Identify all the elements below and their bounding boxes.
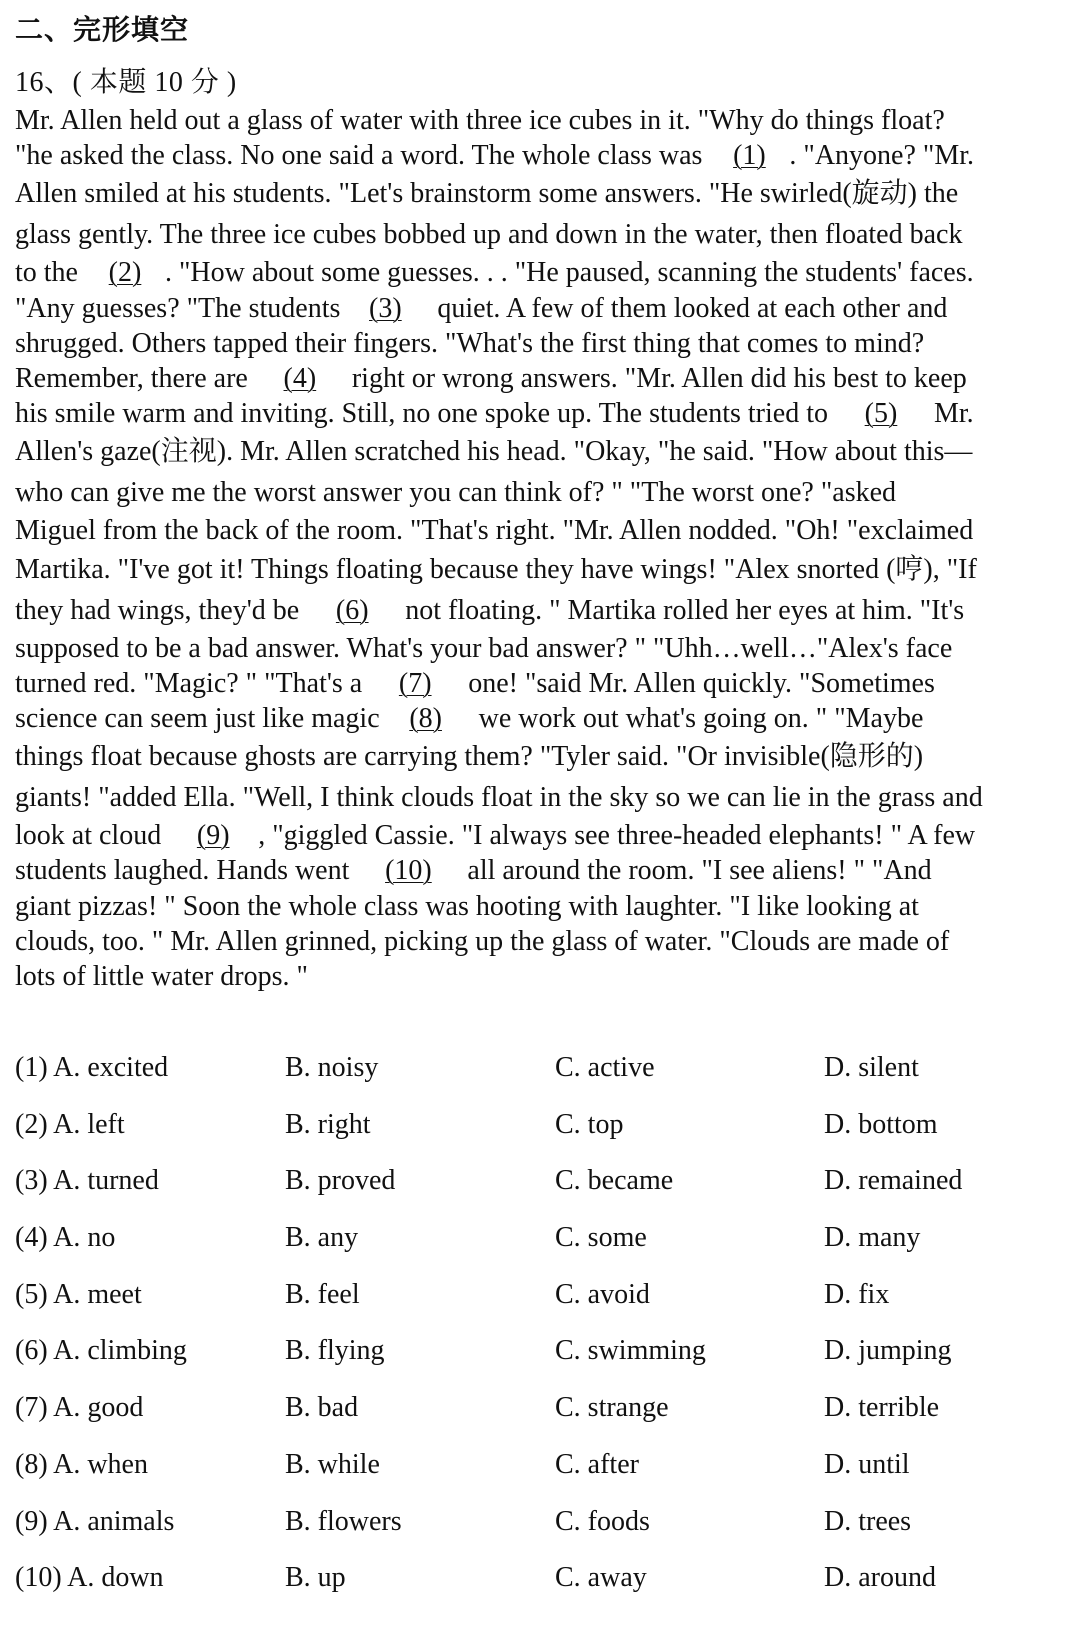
option-c[interactable]: C. strange [555,1392,669,1424]
section-title: 二、完形填空 [15,13,190,46]
option-row [15,1392,1070,1449]
option-c[interactable]: C. swimming [555,1335,706,1367]
blank-1: (1) [733,140,766,172]
question-number: 16、( 本题 10 分 ) [15,67,237,98]
passage-line: students laughed. Hands went (10) all around the room. "I see aliens! " "And [15,853,1073,888]
option-a[interactable]: (8) A. when [15,1448,148,1480]
option-a[interactable]: (9) A. animals [15,1505,175,1537]
passage-line: supposed to be a bad answer. What's your bad answer? " "Uhh…well…"Alex's face [15,632,953,664]
passage-line: Mr. Allen held out a glass of water with three ice cubes in it. "Why do things float? [15,105,945,136]
passage-line: lots of little water drops. " [15,961,308,993]
option-c[interactable]: C. after [555,1448,639,1480]
option-a[interactable]: (1) A. excited [15,1052,169,1083]
option-d[interactable]: D. jumping [824,1335,952,1367]
passage-line: Martika. "I've got it! Things floating because they have wings! "Alex snorted (哼), "If [15,553,977,585]
blank-10: (10) [385,855,432,887]
option-row [15,1335,1070,1392]
passage-line: clouds, too. " Mr. Allen grinned, picking up the glass of water. "Clouds are made of [15,925,950,957]
passage-line: they had wings, they'd be (6) not floating. " Martika rolled her eyes at him. "It's [15,590,1073,631]
blank-8: (8) [409,703,442,735]
option-a[interactable]: (10) A. down [15,1562,164,1594]
passage-line: Allen smiled at his students. "Let's brainstorm some answers. "He swirled(旋动) the [15,178,959,210]
blank-7: (7) [398,667,432,699]
passage-line: his smile warm and inviting. Still, no one spoke up. The students tried to (5) Mr. [15,396,1073,431]
option-c[interactable]: C. foods [555,1505,650,1537]
option-b[interactable]: B. bad [285,1392,359,1424]
passage-line: who can give me the worst answer you can think of? " "The worst one? "asked [15,477,897,509]
passage-line: look at cloud (9) , "giggled Cassie. "I always see three-headed elephants! " A few [15,818,1073,853]
passage-line: "he asked the class. No one said a word. The whole class was (1) . "Anyone? "Mr. [15,138,1073,173]
option-b[interactable]: B. up [285,1562,346,1594]
option-b[interactable]: B. while [285,1448,380,1480]
option-row [15,1449,1070,1506]
option-d[interactable]: D. trees [824,1505,912,1537]
option-c[interactable]: C. away [555,1562,647,1594]
passage-line: giant pizzas! " Soon the whole class was hooting with laughter. "I like looking at [15,890,919,922]
passage-line: shrugged. Others tapped their fingers. "What's the first thing that comes to mind? [15,327,925,359]
option-row [15,1506,1070,1563]
passage-line: giants! "added Ella. "Well, I think clouds float in the sky so we can lie in the grass and [15,782,983,814]
option-c[interactable]: C. top [555,1108,624,1140]
option-d[interactable]: D. until [824,1448,910,1480]
option-row [15,1562,1070,1619]
option-d[interactable]: D. around [824,1562,936,1594]
option-a[interactable]: (3) A. turned [15,1165,159,1197]
option-row [15,1279,1070,1336]
option-row [15,1109,1070,1166]
option-d[interactable]: D. remained [824,1165,963,1197]
option-b[interactable]: B. flowers [285,1505,402,1537]
passage-line: things float because ghosts are carrying them? "Tyler said. "Or invisible(隐形的) [15,741,924,773]
blank-4: (4) [283,363,317,395]
option-a[interactable]: (5) A. meet [15,1278,142,1310]
blank-2: (2) [108,257,142,289]
passage-line: to the (2) . "How about some guesses. . . "He paused, scanning the students' faces. [15,255,1073,290]
option-row [15,1165,1070,1222]
option-b[interactable]: B. right [285,1108,371,1140]
passage-line: Remember, there are (4) right or wrong answers. "Mr. Allen did his best to keep [15,361,1073,396]
passage-line: Miguel from the back of the room. "That's right. "Mr. Allen nodded. "Oh! "exclaimed [15,515,974,547]
passage-line: glass gently. The three ice cubes bobbed up and down in the water, then floated back [15,219,963,251]
option-d[interactable]: D. terrible [824,1392,940,1424]
option-c[interactable]: C. avoid [555,1278,650,1310]
passage-line: Allen's gaze(注视). Mr. Allen scratched his head. "Okay, "he said. "How about this— [15,436,973,468]
option-b[interactable]: B. feel [285,1278,360,1310]
cloze-passage [15,103,1073,994]
option-d[interactable]: D. many [824,1222,921,1254]
option-b[interactable]: B. noisy [285,1052,379,1083]
option-c[interactable]: C. some [555,1222,647,1254]
option-d[interactable]: D. fix [824,1278,890,1310]
option-a[interactable]: (2) A. left [15,1108,125,1140]
blank-3: (3) [369,292,402,324]
option-a[interactable]: (6) A. climbing [15,1335,187,1367]
blank-5: (5) [864,398,898,430]
option-c[interactable]: C. active [555,1052,655,1083]
option-b[interactable]: B. proved [285,1165,396,1197]
blank-9: (9) [196,820,230,852]
answer-options [15,1052,1070,1619]
option-b[interactable]: B. any [285,1222,359,1254]
option-c[interactable]: C. became [555,1165,674,1197]
option-d[interactable]: D. silent [824,1052,919,1083]
option-a[interactable]: (7) A. good [15,1392,144,1424]
blank-6: (6) [335,594,369,626]
option-a[interactable]: (4) A. no [15,1222,116,1254]
passage-line: science can seem just like magic (8) we work out what's going on. " "Maybe [15,701,1073,736]
option-row [15,1052,1070,1109]
passage-line: turned red. "Magic? " "That's a (7) one! "said Mr. Allen quickly. "Sometimes [15,666,1073,701]
passage-line: "Any guesses? "The students (3) quiet. A few of them looked at each other and [15,291,1073,326]
option-d[interactable]: D. bottom [824,1108,938,1140]
option-b[interactable]: B. flying [285,1335,385,1367]
option-row [15,1222,1070,1279]
